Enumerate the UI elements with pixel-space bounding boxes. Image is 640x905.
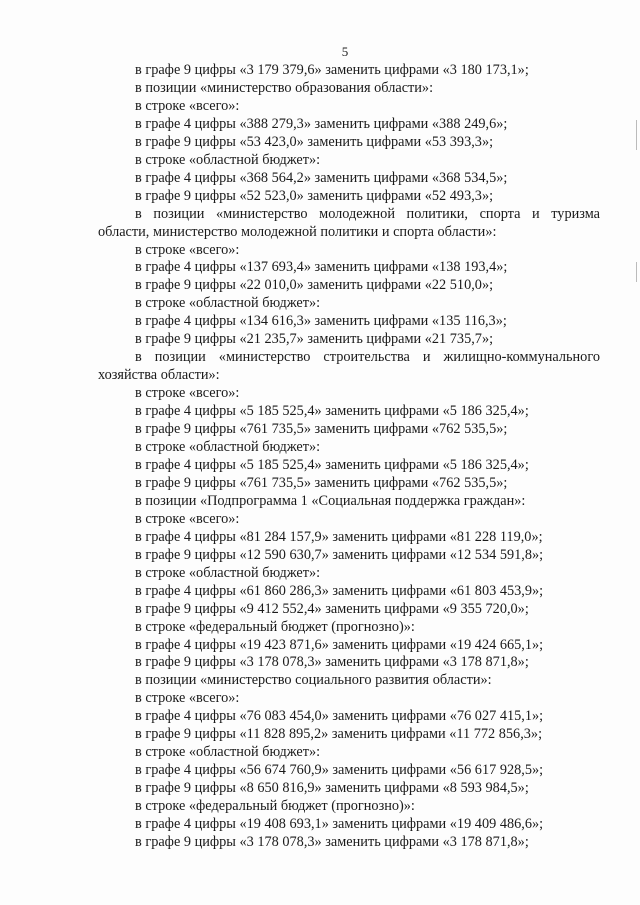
text-line: в строке «всего»: (135, 510, 240, 527)
text-line: в строке «федеральный бюджет (прогнозно)»: (135, 798, 415, 815)
text-line: в графе 4 цифры «137 693,4» заменить цифрами «138 193,4»; (135, 259, 508, 276)
text-line: в строке «областной бюджет»: (135, 151, 321, 168)
text-line: в графе 9 цифры «8 650 816,9» заменить цифрами «8 593 984,5»; (135, 780, 529, 797)
scan-margin-mark (636, 262, 637, 282)
text-line: в графе 9 цифры «21 235,7» заменить цифрами «21 735,7»; (135, 331, 494, 348)
text-line: хозяйства области»: (98, 367, 220, 384)
text-line: в графе 9 цифры «3 178 078,3» заменить цифрами «3 178 871,8»; (135, 833, 529, 850)
text-line: в строке «областной бюджет»: (135, 439, 321, 456)
text-line: в позиции «министерство социального развития области»: (135, 672, 492, 689)
text-line: в графе 4 цифры «19 423 871,6» заменить цифрами «19 424 665,1»; (135, 636, 544, 653)
text-line: в графе 4 цифры «76 083 454,0» заменить цифрами «76 027 415,1»; (135, 708, 544, 725)
text-line: в строке «всего»: (135, 241, 240, 258)
text-line: в строке «всего»: (135, 690, 240, 707)
text-line: в графе 9 цифры «9 412 552,4» заменить цифрами «9 355 720,0»; (135, 600, 529, 617)
text-line: в графе 9 цифры «3 178 078,3» заменить цифрами «3 178 871,8»; (135, 654, 529, 671)
text-line: в графе 4 цифры «134 616,3» заменить цифрами «135 116,3»; (135, 313, 507, 330)
text-line: в графе 4 цифры «81 284 157,9» заменить цифрами «81 228 119,0»; (135, 528, 543, 545)
text-line: в графе 4 цифры «5 185 525,4» заменить цифрами «5 186 325,4»; (135, 456, 529, 473)
text-line: области, министерство молодежной политики и спорта области»: (98, 223, 497, 240)
text-line: в строке «федеральный бюджет (прогнозно)»: (135, 618, 415, 635)
text-line: в строке «всего»: (135, 97, 240, 114)
page-number: 5 (341, 44, 349, 59)
document-body (98, 62, 600, 852)
text-line: в графе 4 цифры «368 564,2» заменить цифрами «368 534,5»; (135, 169, 508, 186)
text-line: в графе 9 цифры «22 010,0» заменить цифрами «22 510,0»; (135, 277, 494, 294)
text-line: в графе 9 цифры «11 828 895,2» заменить цифрами «11 772 856,3»; (135, 726, 543, 743)
text-line: в строке «всего»: (135, 385, 240, 402)
text-line: в позиции «министерство молодежной политики, спорта и туризма (135, 205, 600, 222)
text-line: в позиции «министерство строительства и жилищно-коммунального (135, 349, 600, 366)
text-line: в графе 9 цифры «3 179 379,6» заменить цифрами «3 180 173,1»; (135, 62, 529, 78)
text-line: в строке «областной бюджет»: (135, 744, 321, 761)
text-line: в графе 4 цифры «388 279,3» заменить цифрами «388 249,6»; (135, 115, 508, 132)
text-line: в графе 9 цифры «53 423,0» заменить цифрами «53 393,3»; (135, 133, 494, 150)
text-line: в графе 9 цифры «761 735,5» заменить цифрами «762 535,5»; (135, 474, 508, 491)
text-line: в графе 4 цифры «19 408 693,1» заменить цифрами «19 409 486,6»; (135, 816, 544, 833)
text-line: в графе 9 цифры «52 523,0» заменить цифрами «52 493,3»; (135, 187, 494, 204)
text-line: в позиции «Подпрограмма 1 «Социальная поддержка граждан»: (135, 492, 526, 509)
text-line: в графе 9 цифры «12 590 630,7» заменить цифрами «12 534 591,8»; (135, 546, 544, 563)
scan-margin-mark (636, 120, 637, 150)
text-line: в позиции «министерство образования области»: (135, 79, 434, 96)
text-line: в строке «областной бюджет»: (135, 564, 321, 581)
text-line: в графе 4 цифры «56 674 760,9» заменить цифрами «56 617 928,5»; (135, 762, 544, 779)
text-line: в строке «областной бюджет»: (135, 295, 321, 312)
text-line: в графе 4 цифры «61 860 286,3» заменить цифрами «61 803 453,9»; (135, 582, 544, 599)
text-line: в графе 4 цифры «5 185 525,4» заменить цифрами «5 186 325,4»; (135, 403, 529, 420)
text-line: в графе 9 цифры «761 735,5» заменить цифрами «762 535,5»; (135, 421, 508, 438)
